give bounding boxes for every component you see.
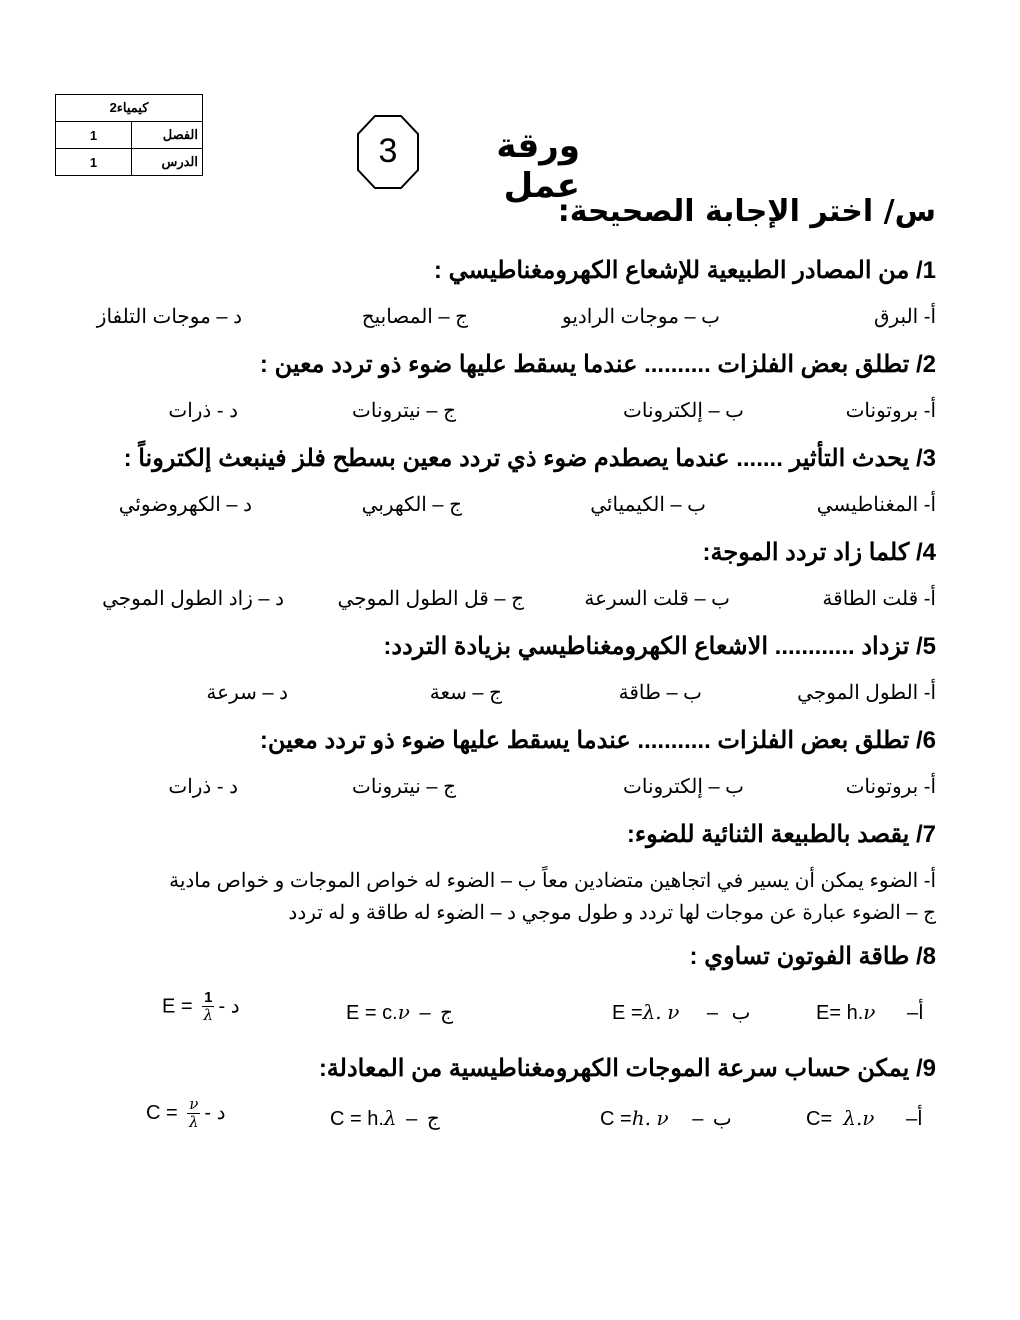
q1-option-b: ب – موجات الراديو <box>562 306 720 328</box>
q6-option-a: أ- بروتونات <box>845 776 936 798</box>
q1-option-c: ج – المصابيح <box>361 306 468 328</box>
subject-cell: 2كيمياء <box>56 95 203 122</box>
nu-symbol: ν <box>189 1095 199 1113</box>
nu-symbol: ν <box>656 1106 669 1130</box>
chapter-value: 1 <box>56 122 132 149</box>
dash-label: - <box>204 1101 217 1124</box>
numerator: 1 <box>204 989 213 1006</box>
nu-symbol: ν <box>397 1000 410 1024</box>
q2-option-c: ج – نيترونات <box>352 400 456 422</box>
nu-symbol: ν <box>667 1000 680 1024</box>
dash: – <box>907 1002 919 1024</box>
q9-eq-b: C = <box>600 1108 632 1130</box>
q8-eq-d: E = <box>162 995 193 1018</box>
dash: – <box>406 1108 418 1130</box>
dash: – <box>906 1108 918 1130</box>
q4-option-c: ج – قل الطول الموجي <box>337 588 524 610</box>
sheet-number-badge <box>356 114 420 190</box>
q8-eq-c: E = c. <box>346 1002 398 1024</box>
q9-eq-a: C= <box>806 1108 833 1130</box>
section-heading: س/ اختر الإجابة الصحيحة: <box>557 194 936 229</box>
q8-option-d <box>162 990 240 1024</box>
question-9: 9/ يمكن حساب سرعة الموجات الكهرومغناطيسية من المعادلة: <box>318 1055 936 1082</box>
q8-option-a <box>816 1000 924 1025</box>
q3-option-c: ج – الكهربي <box>361 494 462 516</box>
question-1: 1/ من المصادر الطبيعية للإشعاع الكهرومغناطيسي : <box>433 257 936 284</box>
lambda-symbol: λ <box>642 1000 656 1024</box>
label-d: د <box>216 1101 226 1124</box>
question-6: 6/ تطلق بعض الفلزات ........... عندما يسقط عليها ضوء ذو تردد معين: <box>259 727 936 754</box>
q8-eq-a: E= h. <box>816 1002 864 1024</box>
page-title: ورقة عمل <box>496 126 580 206</box>
q4-option-d: د – زاد الطول الموجي <box>102 588 284 610</box>
q8-option-b: E =λ. ν – ب <box>612 1000 751 1024</box>
label-c: ج <box>426 1108 440 1130</box>
lambda-symbol: λ <box>843 1106 856 1130</box>
q2-option-d: د - ذرات <box>168 400 238 422</box>
q8-option-c <box>346 1000 453 1025</box>
q2-option-b: ب – إلكترونات <box>623 400 744 422</box>
q1-option-d: د – موجات التلفاز <box>96 306 242 328</box>
question-5: 5/ تزداد ............ الاشعاع الكهرومغناطيسي بزيادة التردد: <box>383 633 936 660</box>
q3-option-d: د – الكهروضوئي <box>118 494 252 516</box>
label-a: أ <box>918 1002 924 1024</box>
q9-eq-d: C = <box>146 1101 178 1124</box>
q4-option-a: أ- قلت الطاقة <box>822 588 936 610</box>
label-b: ب <box>731 1002 751 1024</box>
nu-symbol: ν <box>862 1106 875 1130</box>
q7-line-1: أ- الضوء يمكن أن يسير في اتجاهين متضادين معاً ب – الضوء له خواص الموجات و خواص مادية <box>169 870 936 892</box>
question-4: 4/ كلما زاد تردد الموجة: <box>702 539 936 566</box>
fraction <box>187 1096 200 1131</box>
q6-option-c: ج – نيترونات <box>352 776 456 798</box>
lambda-symbol: λ <box>383 1106 397 1130</box>
q4-option-b: ب – قلت السرعة <box>584 588 730 610</box>
q9-option-d <box>146 1096 226 1131</box>
dash: – <box>706 1002 719 1024</box>
q2-option-a: أ- بروتونات <box>845 400 936 422</box>
q1-option-a: أ- البرق <box>873 306 936 328</box>
lesson-label: الدرس <box>132 149 203 176</box>
q6-option-d: د - ذرات <box>168 776 238 798</box>
q5-option-d: د – سرعة <box>206 682 288 704</box>
question-2: 2/ تطلق بعض الفلزات .......... عندما يسقط عليها ضوء ذو تردد معين : <box>259 351 936 378</box>
dash: – <box>419 1002 431 1024</box>
label-c: ج <box>440 1002 454 1024</box>
dash-label: - <box>218 995 231 1018</box>
q7-line-2: ج – الضوء عبارة عن موجات لها تردد و طول موجي د – الضوء له طاقة و له تردد <box>288 902 936 924</box>
lesson-value: 1 <box>56 149 132 176</box>
q5-option-a: أ- الطول الموجي <box>797 682 936 704</box>
q6-option-b: ب – إلكترونات <box>623 776 744 798</box>
q9-eq-c: C = h. <box>330 1108 384 1130</box>
question-7: 7/ يقصد بالطبيعة الثنائية للضوء: <box>626 821 936 848</box>
q3-option-b: ب – الكيميائي <box>590 494 706 516</box>
q9-option-a: C= λ.ν –أ <box>806 1106 923 1130</box>
chapter-label: الفصل <box>132 122 203 149</box>
sheet-number: 3 <box>378 132 398 170</box>
nu-symbol: ν <box>863 1000 876 1024</box>
label-d: د <box>230 995 240 1018</box>
q9-option-b: C =h. ν – ب <box>600 1106 732 1130</box>
fraction <box>202 990 214 1024</box>
label-a: أ <box>917 1108 923 1130</box>
dash: – <box>692 1108 704 1130</box>
q5-option-c: ج – سعة <box>429 682 502 704</box>
lambda-symbol: λ <box>189 1113 199 1131</box>
question-3: 3/ يحدث التأثير ....... عندما يصطدم ضوء ذي تردد معين بسطح فلز فينبعث إلكتروناً : <box>123 445 936 472</box>
label-b: ب <box>712 1108 732 1130</box>
question-8: 8/ طاقة الفوتون تساوي : <box>689 943 936 970</box>
q8-eq-b: E = <box>612 1002 643 1024</box>
lambda-symbol: λ <box>203 1006 214 1024</box>
q3-option-a: أ- المغناطيسي <box>816 494 936 516</box>
q5-option-b: ب – طاقة <box>618 682 702 704</box>
q9-option-c <box>330 1106 440 1131</box>
info-table <box>55 94 203 176</box>
